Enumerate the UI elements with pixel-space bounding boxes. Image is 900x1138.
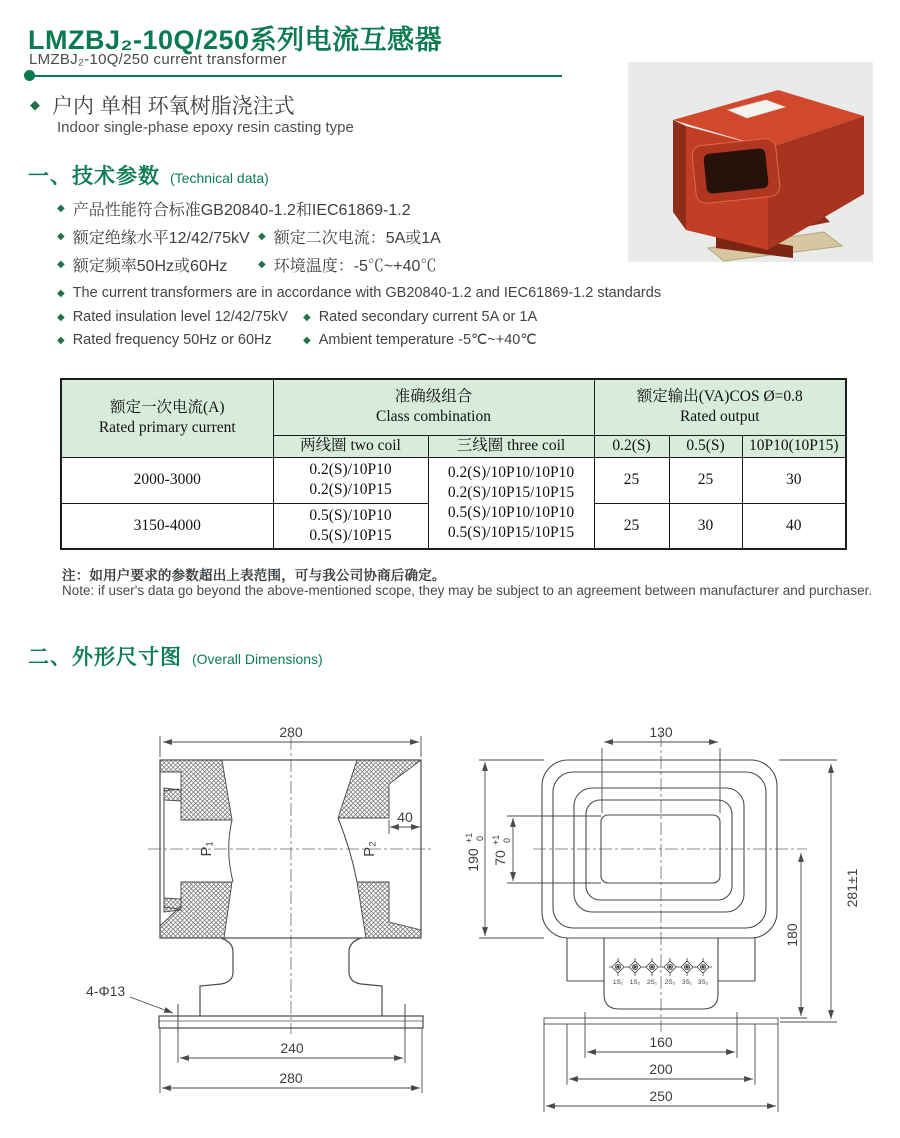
col-header-10p10: 10P10(10P15) xyxy=(742,435,846,457)
col-header-two-coil: 两线圈 two coil xyxy=(273,435,428,457)
col-header-class-combination xyxy=(273,379,594,435)
terminal-label: 2S₁ xyxy=(646,979,658,986)
class-line: 0.5(S)/10P10/10P10 xyxy=(447,503,575,521)
spec-text: Ambient temperature -5℃~+40℃ xyxy=(318,332,537,348)
feature-text-cn: 户内 单相 环氧树脂浇注式 xyxy=(52,95,295,118)
spec-row-cn-3a xyxy=(57,253,227,276)
header-en: Rated output xyxy=(679,408,760,426)
note-en: Note: if user's data go beyond the above-mentioned scope, they may be subject to an agreement between manufacturer and purchaser. xyxy=(62,583,873,598)
feature-text-en: Indoor single-phase epoxy resin casting type xyxy=(57,119,354,136)
col-header-rated-output xyxy=(594,379,846,435)
section-heading-overall-dimensions xyxy=(28,641,323,671)
section2-title-cn: 二、外形尺寸图 xyxy=(28,646,182,669)
section-heading-technical-data xyxy=(28,160,269,190)
dim-top-width: 280 xyxy=(279,724,303,740)
col-header-primary-current xyxy=(61,379,273,457)
tolerance-lower: 0 xyxy=(475,835,485,841)
header-cn: 额定一次电流(A) xyxy=(109,399,225,417)
dim-base-width: 280 xyxy=(279,1070,303,1086)
spec-row-cn-1 xyxy=(57,197,411,220)
title-underline xyxy=(25,75,562,77)
spec-row-en-3b xyxy=(303,332,537,348)
spec-row-en-2a xyxy=(57,309,288,325)
bullet-diamond-icon: ◆ xyxy=(303,334,311,346)
dim-wall-40: 40 xyxy=(397,809,413,825)
class-line: 0.5(S)/10P15 xyxy=(309,526,392,544)
terminal-screw-icon xyxy=(609,958,627,976)
dim-body-height: 180 xyxy=(784,923,800,947)
dim-value: 70 xyxy=(492,850,508,866)
terminal-label: 1S₁ xyxy=(612,979,624,986)
spec-text: 额定绝缘水平12/42/75kV xyxy=(72,230,250,247)
bullet-diamond-icon: ◆ xyxy=(258,231,266,242)
right-dimension-drawing xyxy=(460,700,885,1130)
title-underline-dot xyxy=(24,70,35,81)
class-line: 0.2(S)/10P10 xyxy=(309,461,392,478)
cell-primary: 2000-3000 xyxy=(61,457,273,503)
cell-out05: 30 xyxy=(669,503,742,549)
cell-out10p: 30 xyxy=(742,457,846,503)
left-dimension-drawing xyxy=(80,700,475,1130)
cell-primary: 3150-4000 xyxy=(61,503,273,549)
cell-three-coil xyxy=(428,457,594,549)
col-header-three-coil: 三线圈 three coil xyxy=(428,435,594,457)
spec-row-cn-2b xyxy=(258,225,441,248)
dim-terminal-span: 160 xyxy=(649,1034,673,1050)
header-en: Class combination xyxy=(376,408,491,426)
terminal-label-p2: P₂ xyxy=(361,841,378,857)
spec-text: 环境温度：-5℃~+40℃ xyxy=(273,258,437,275)
spec-text: The current transformers are in accordance with GB20840-1.2 and IEC61869-1.2 standards xyxy=(72,285,662,301)
tolerance-upper: +1 xyxy=(491,834,501,845)
table-row xyxy=(61,457,846,503)
cell-out02: 25 xyxy=(594,457,669,503)
tolerance-upper: +1 xyxy=(464,832,474,843)
class-line: 0.5(S)/10P15/10P15 xyxy=(447,523,575,541)
class-line: 0.5(S)/10P10 xyxy=(309,506,392,524)
dim-step-width: 200 xyxy=(649,1061,673,1077)
tolerance-lower: 0 xyxy=(502,837,512,843)
bullet-diamond-icon: ◆ xyxy=(57,203,65,214)
note-cn: 注：如用户要求的参数超出上表范围，可与我公司协商后确定。 xyxy=(62,568,446,583)
bullet-diamond-icon: ◆ xyxy=(30,97,40,112)
cell-two-coil xyxy=(273,503,428,549)
class-line: 0.2(S)/10P10/10P10 xyxy=(447,463,575,481)
spec-table xyxy=(60,378,847,550)
spec-text: 产品性能符合标准GB20840-1.2和IEC61869-1.2 xyxy=(72,202,411,219)
class-line: 0.2(S)/10P15 xyxy=(309,481,392,498)
spec-text: Rated insulation level 12/42/75kV xyxy=(72,309,288,325)
terminal-label-p1: P₁ xyxy=(198,841,215,857)
spec-text: Rated secondary current 5A or 1A xyxy=(318,309,538,325)
product-photo xyxy=(628,62,873,262)
spec-row-en-3a xyxy=(57,332,272,348)
col-header-02s: 0.2(S) xyxy=(594,435,669,457)
dim-base-width: 250 xyxy=(649,1088,673,1104)
spec-text: 额定频率50Hz或60Hz xyxy=(72,258,228,275)
dim-value: 190 xyxy=(465,848,481,872)
terminal-label: 3S₁ xyxy=(681,979,693,986)
bullet-diamond-icon: ◆ xyxy=(57,259,65,270)
dim-holes-label: 4-Φ13 xyxy=(86,983,126,999)
terminal-screw-icon xyxy=(661,958,679,976)
page-title: LMZBJ₂-10Q/250系列电流互感器 xyxy=(28,25,443,55)
dim-overall-height xyxy=(464,833,485,872)
spec-row-cn-3b xyxy=(258,253,436,276)
spec-text: 额定二次电流：5A或1A xyxy=(273,230,441,247)
header-cn: 额定输出(VA)COS Ø=0.8 xyxy=(636,388,803,406)
cell-out10p: 40 xyxy=(742,503,846,549)
dim-total-height: 281±1 xyxy=(844,868,860,908)
cell-out05: 25 xyxy=(669,457,742,503)
terminal-screw-icon xyxy=(626,958,644,976)
page-subtitle: LMZBJ₂-10Q/250 current transformer xyxy=(29,51,287,68)
terminal-screw-icon xyxy=(643,958,661,976)
header-cn: 准确级组合 xyxy=(394,388,473,406)
dim-window-width: 130 xyxy=(649,724,673,740)
header-en: Rated primary current xyxy=(98,419,236,437)
bullet-diamond-icon: ◆ xyxy=(57,311,65,323)
bullet-diamond-icon: ◆ xyxy=(303,311,311,323)
col-header-05s: 0.5(S) xyxy=(669,435,742,457)
bullet-diamond-icon: ◆ xyxy=(258,259,266,270)
class-line: 0.2(S)/10P15/10P15 xyxy=(447,483,575,501)
terminal-label: 2S₂ xyxy=(664,979,676,986)
terminal-screw-icon xyxy=(694,958,712,976)
section2-title-en: (Overall Dimensions) xyxy=(192,651,323,667)
terminal-label: 3S₂ xyxy=(697,979,709,986)
cell-two-coil xyxy=(273,457,428,503)
core-window xyxy=(691,138,781,204)
secondary-terminals xyxy=(609,958,712,976)
dim-window-height xyxy=(491,835,512,866)
bullet-diamond-icon: ◆ xyxy=(57,334,65,346)
dim-bolt-span: 240 xyxy=(280,1040,304,1056)
spec-row-en-1 xyxy=(57,285,661,301)
bullet-diamond-icon: ◆ xyxy=(57,231,65,242)
spec-text: Rated frequency 50Hz or 60Hz xyxy=(72,332,272,348)
bullet-diamond-icon: ◆ xyxy=(57,287,65,299)
section1-title-en: (Technical data) xyxy=(170,170,269,186)
feature-line-cn xyxy=(30,90,295,120)
spec-row-cn-2a xyxy=(57,225,250,248)
cell-out02: 25 xyxy=(594,503,669,549)
section1-title-cn: 一、技术参数 xyxy=(28,165,160,188)
spec-row-en-2b xyxy=(303,309,537,325)
terminal-label: 1S₂ xyxy=(629,979,641,986)
terminal-screw-icon xyxy=(678,958,696,976)
